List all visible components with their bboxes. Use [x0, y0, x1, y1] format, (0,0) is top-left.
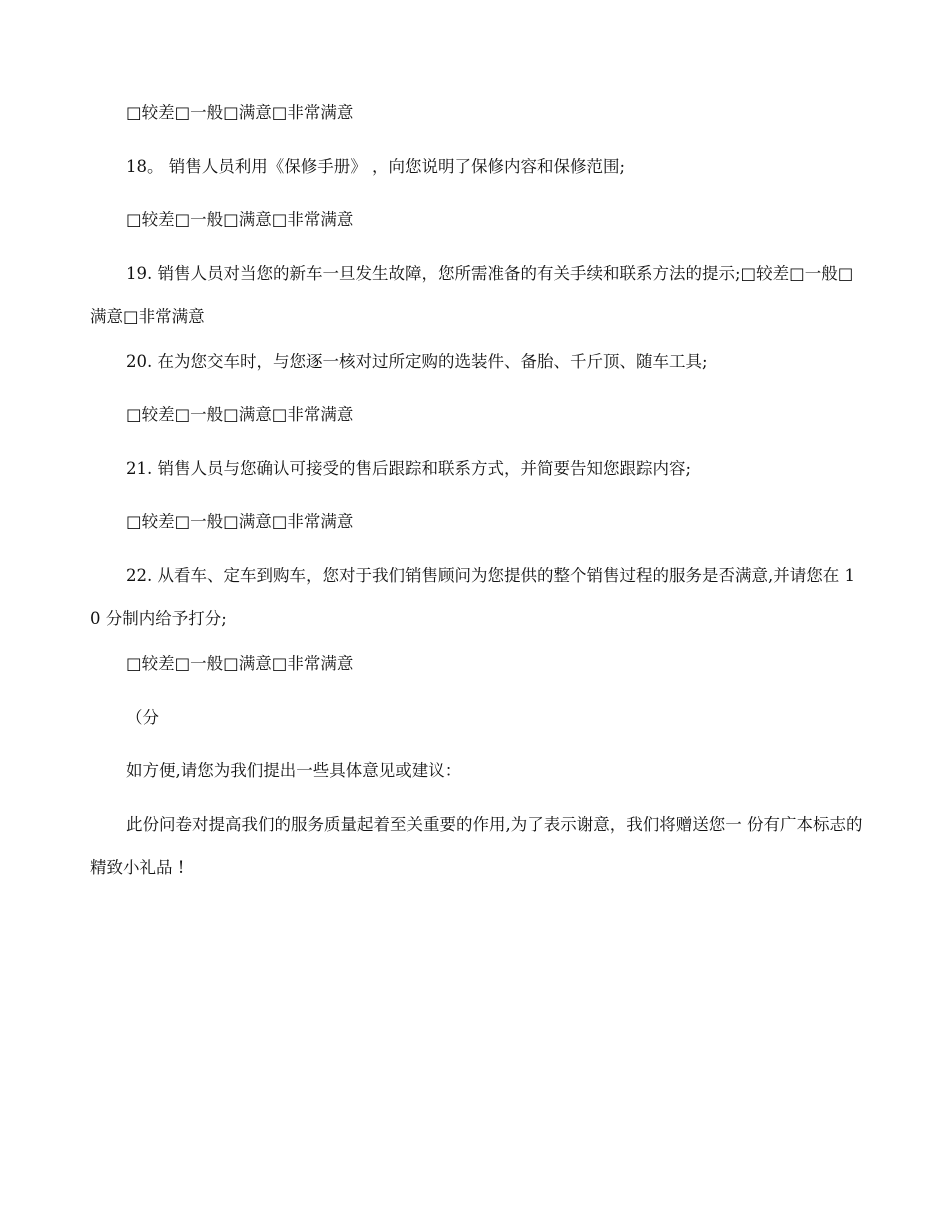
- question-21: 21. 销售人员与您确认可接受的售后跟踪和联系方式，并简要告知您跟踪内容;: [126, 459, 692, 478]
- question-22: 22. 从看车、定车到购车，您对于我们销售顾问为您提供的整个销售过程的服务是否满意,并请您在 10 分制内给予打分;: [90, 566, 855, 628]
- rating-options-20: □较差□一般□满意□非常满意: [126, 405, 354, 424]
- question-18: 18。 销售人员利用《保修手册》 ，向您说明了保修内容和保修范围;: [126, 157, 626, 176]
- suggestion-prompt: 如方便,请您为我们提出一些具体意见或建议：: [126, 761, 462, 780]
- question-20: 20. 在为您交车时，与您逐一核对过所定购的选装件、备胎、千斤顶、随车工具;: [126, 352, 708, 371]
- closing-note: 此份问卷对提高我们的服务质量起着至关重要的作用,为了表示谢意，我们将赠送您一 份有广本标志的精致小礼品 !: [90, 815, 863, 877]
- question-19: 19. 销售人员对当您的新车一旦发生故障，您所需准备的有关手续和联系方法的提示;□较差□一般□满意□非常满意: [90, 264, 854, 326]
- rating-options-18: □较差□一般□满意□非常满意: [126, 210, 354, 229]
- rating-options-17: □较差□一般□满意□非常满意: [126, 103, 354, 122]
- rating-options-21: □较差□一般□满意□非常满意: [126, 512, 354, 531]
- rating-options-22: □较差□一般□满意□非常满意: [126, 654, 354, 673]
- score-blank: （分: [126, 708, 159, 727]
